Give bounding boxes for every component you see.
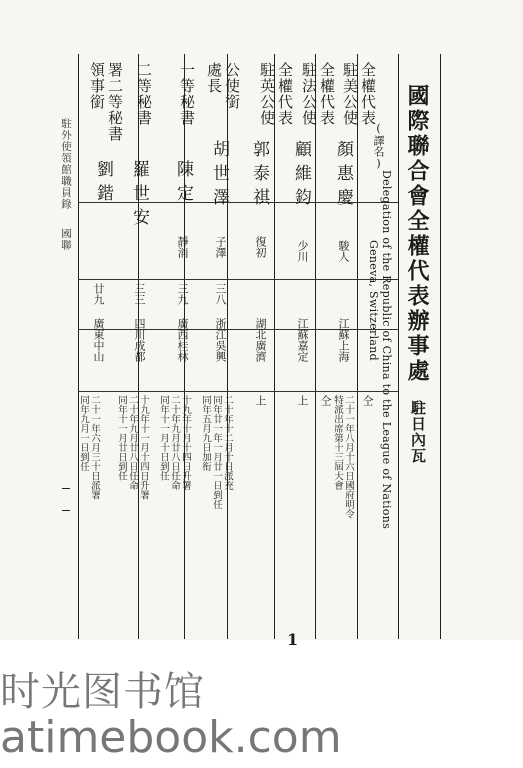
watermark-title: 时光图书馆 — [0, 669, 205, 715]
position-cell: 公使銜 處長 — [205, 62, 241, 110]
age-cell: 三八 — [214, 283, 227, 305]
courtesy-cell: 少川 — [296, 240, 309, 262]
running-head: 駐外使領館職員錄 — [60, 118, 72, 210]
position-cell: 一等秘書 — [178, 62, 196, 126]
row-rule — [78, 391, 398, 392]
origin-cell: 湖北廣濟 — [254, 318, 267, 362]
origin-cell: 江蘇嘉定 — [296, 318, 309, 362]
position-cell: 全權代表 駐英公使 — [258, 62, 294, 126]
courtesy-cell: 復初 — [254, 236, 267, 258]
age-cell: 廿九 — [92, 283, 105, 305]
position-cell: 二等秘書 — [135, 62, 153, 126]
office-title: 國際聯合會全權代表辦事處 — [404, 84, 430, 384]
origin-cell: 江蘇上海 — [337, 318, 350, 362]
origin-cell: 廣西桂林 — [176, 318, 189, 362]
appointment-cell: 二十一年六月三十日派署 同年九月一日到任 — [78, 395, 100, 500]
office-code: 駐日內瓦 — [409, 400, 427, 464]
column-divider — [357, 54, 358, 639]
courtesy-cell: 子澤 — [214, 236, 227, 258]
name-cell: 羅世安 — [129, 160, 149, 232]
origin-cell: 廣東中山 — [92, 318, 105, 362]
table-border-left — [78, 54, 79, 639]
appointment-cell: 二十年十二月十日派充 同年廿一年一月廿一日到任 同年五月九日加衔 — [200, 395, 233, 509]
column-divider — [315, 54, 316, 639]
appointment-cell: 仝 上 — [254, 395, 332, 406]
appointment-cell: 二十一年八月十六日國府明令 特派出席第十三屆大會 — [332, 395, 354, 519]
table-border-right — [440, 54, 441, 639]
translated-label: (譯名) — [372, 122, 385, 170]
appointment-cell: 十九年十一月十四日升署 二十年九月廿八日任命 同年十一月廿日到任 — [116, 395, 149, 500]
english-name-line1: Delegation of the Republic of China to the League of Nations — [380, 170, 393, 530]
name-cell: 郭泰祺 — [249, 140, 269, 212]
position-cell: 全權代表 駐法公使 — [300, 62, 336, 126]
section-label: 國聯 — [60, 228, 72, 251]
name-cell: 顏惠慶 — [333, 140, 353, 212]
name-cell: 顧維鈞 — [291, 140, 311, 212]
courtesy-cell: 駿人 — [337, 240, 350, 262]
origin-cell: 四川成都 — [133, 318, 146, 362]
position-cell: 署二等秘書 領事銜 — [88, 62, 124, 142]
column-divider — [274, 54, 275, 639]
margin-tick — [62, 510, 70, 511]
margin-tick — [62, 488, 70, 489]
name-cell: 劉鍇 — [93, 160, 113, 208]
row-rule — [78, 329, 398, 330]
english-name-line2: Geneva, Switzerland — [367, 240, 380, 362]
watermark-url: atimebook.com — [0, 712, 342, 763]
courtesy-cell: 靜消 — [176, 236, 189, 258]
column-divider — [398, 54, 399, 639]
row-rule — [78, 279, 398, 280]
name-cell: 胡世澤 — [209, 140, 229, 212]
age-cell: 三九 — [176, 283, 189, 305]
age-cell: 三三 — [133, 283, 146, 305]
appointment-cell: 仝 上 — [296, 395, 374, 406]
origin-cell: 浙江吳興 — [214, 318, 227, 362]
position-cell: 全權代表 駐美公使 — [341, 62, 377, 126]
appointment-cell: 十九年十月十四日升署 二十年九月廿八日任命 同年十一月十日到任 — [158, 395, 191, 490]
page-number: 1 — [287, 630, 299, 649]
name-cell: 陳定 — [173, 160, 193, 208]
